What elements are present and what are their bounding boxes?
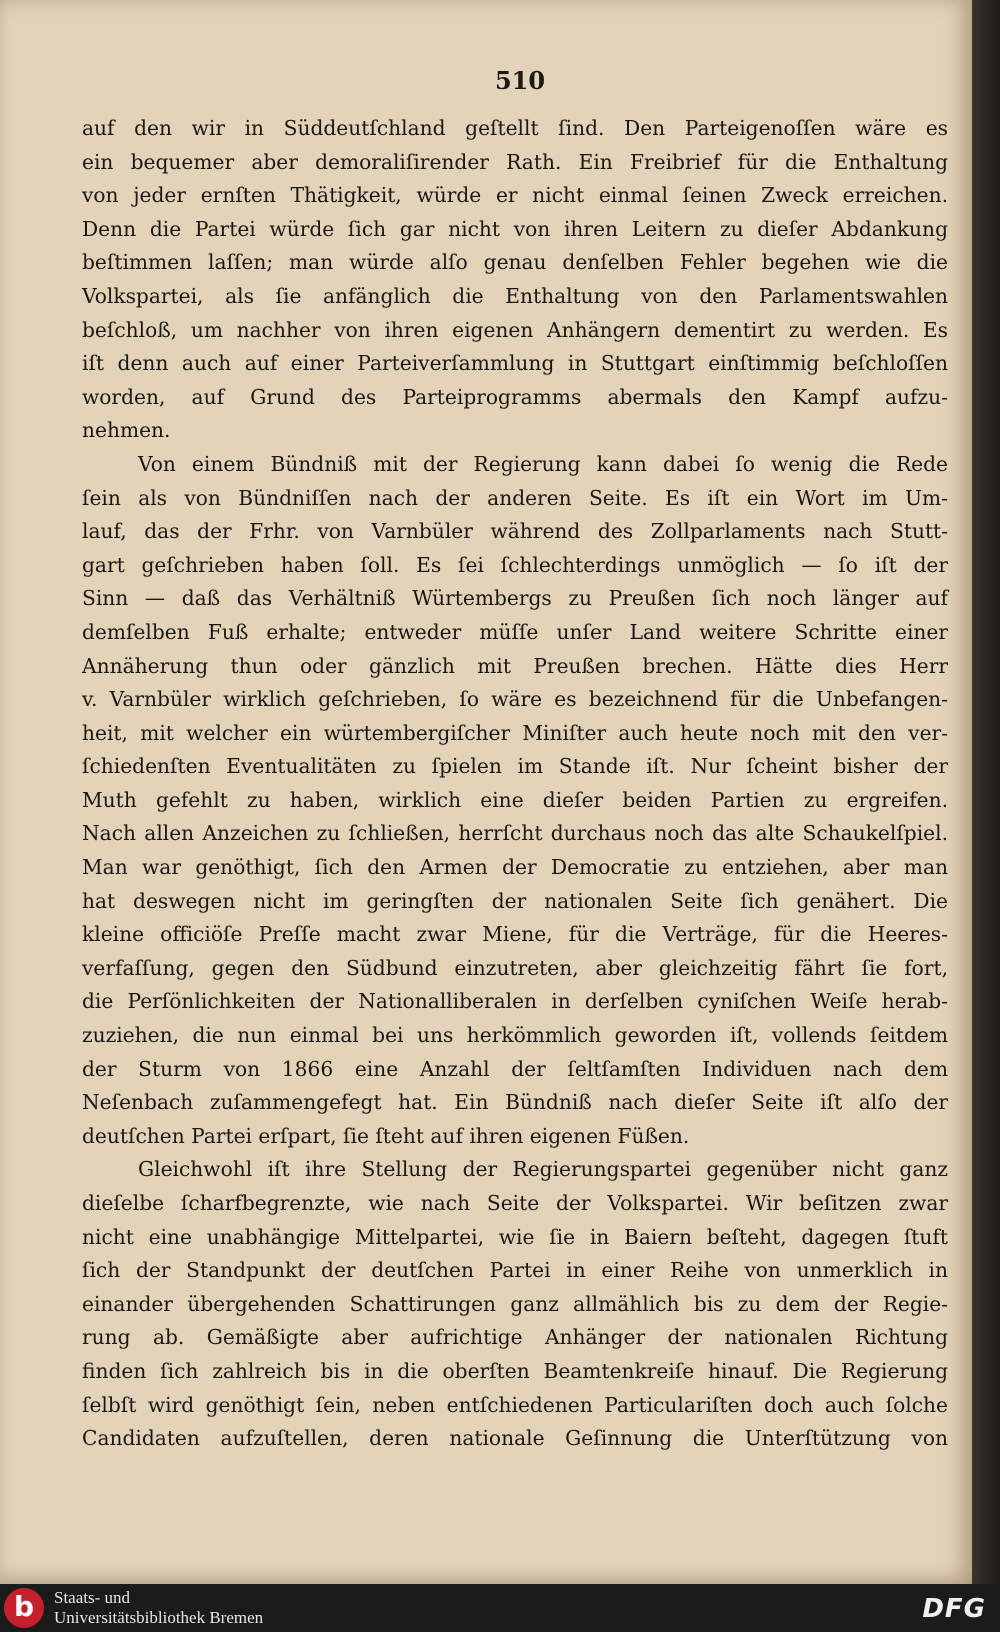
text-line: von jeder ernſten Thätigkeit, würde er nicht einmal ſeinen Zweck erreichen. — [82, 183, 948, 208]
text-line: worden, auf Grund des Parteiprogramms abermals den Kampf aufzu- — [82, 384, 948, 409]
page-number: 510 — [494, 66, 546, 95]
book-edge — [970, 0, 1000, 1584]
text-line: die Perſönlichkeiten der Nationalliberalen in derſelben cyniſchen Weiſe herab- — [82, 989, 948, 1014]
dfg-logo[interactable]: DFG — [922, 1594, 986, 1624]
text-line: Neſenbach zuſammengefegt hat. Ein Bündniß nach dieſer Seite iſt alſo der — [82, 1090, 948, 1115]
text-line: einander übergehenden Schattirungen ganz allmählich bis zu dem der Regie- — [82, 1291, 948, 1316]
text-line: ſelbſt wird genöthigt ſein, neben entſchiedenen Particulariſten doch auch ſolche — [82, 1392, 948, 1417]
text-line: der Sturm von 1866 eine Anzahl der ſeltſamſten Individuen nach dem — [82, 1056, 948, 1081]
viewer-footer — [0, 1584, 1000, 1632]
text-line: dieſelbe ſcharfbegrenzte, wie nach Seite der Volkspartei. Wir beſitzen zwar — [82, 1191, 948, 1215]
text-line: Candidaten aufzuſtellen, deren nationale Geſinnung die Unterſtützung von — [82, 1426, 948, 1451]
text-line: kleine officiöſe Preſſe macht zwar Miene, für die Verträge, für die Heeres- — [82, 922, 948, 947]
library-logo-icon[interactable]: b — [4, 1588, 44, 1628]
text-line: Gleichwohl iſt ihre Stellung der Regierungspartei gegenüber nicht ganz — [138, 1157, 948, 1182]
text-line: ſein als von Bündniſſen nach der anderen Seite. Es iſt ein Wort im Um- — [82, 485, 948, 510]
text-line: Nach allen Anzeichen zu ſchließen, herrſcht durchaus noch das alte Schaukelſpiel. — [82, 821, 948, 846]
text-line: ſchiedenſten Eventualitäten zu ſpielen im Stande iſt. Nur ſcheint bisher der — [82, 754, 948, 779]
text-line: rung ab. Gemäßigte aber aufrichtige Anhänger der nationalen Richtung — [82, 1325, 948, 1350]
text-line: Man war genöthigt, ſich den Armen der Democratie zu entziehen, aber man — [82, 855, 948, 880]
text-line: gart geſchrieben haben ſoll. Es ſei ſchlechterdings unmöglich — ſo iſt der — [82, 552, 948, 577]
text-line: lauf, das der Frhr. von Varnbüler während des Zollparlaments nach Stutt- — [82, 519, 948, 544]
text-line: demſelben Fuß erhalte; entweder müſſe unſer Land weitere Schritte einer — [82, 619, 948, 644]
text-line: ein bequemer aber demoraliſirender Rath. Ein Freibrief für die Enthaltung — [82, 149, 948, 174]
text-line: Annäherung thun oder gänzlich mit Preußen brechen. Hätte dies Herr — [82, 653, 948, 678]
library-name-line1[interactable]: Staats- und — [54, 1588, 131, 1607]
library-name-line2[interactable]: Universitätsbibliothek Bremen — [54, 1608, 264, 1627]
text-line: iſt denn auch auf einer Parteiverſammlung in Stuttgart einſtimmig beſchloſſen — [82, 351, 948, 376]
text-line: finden ſich zahlreich bis in die oberſten Beamtenkreiſe hinauf. Die Regierung — [82, 1358, 948, 1383]
text-line: v. Varnbüler wirklich geſchrieben, ſo wäre es bezeichnend für die Unbefangen- — [82, 687, 948, 712]
text-line: verfaſſung, gegen den Südbund einzutreten, aber gleichzeitig fährt ſie fort, — [82, 955, 948, 980]
text-line: beſtimmen laſſen; man würde alſo genau denſelben Fehler begehen wie die — [82, 250, 948, 275]
text-line: nehmen. — [82, 418, 171, 443]
text-line: Volkspartei, als ſie anfänglich die Enthaltung von den Parlamentswahlen — [82, 283, 948, 308]
text-line: nicht eine unabhängige Mittelpartei, wie ſie in Baiern beſteht, dagegen ſtuft — [82, 1224, 948, 1249]
text-line: hat deswegen nicht im geringſten der nationalen Seite ſich genähert. Die — [82, 888, 948, 913]
text-line: beſchloß, um nachher von ihren eigenen Anhängern dementirt zu werden. Es — [82, 317, 948, 342]
text-line: zuziehen, die nun einmal bei uns herkömmlich geworden iſt, vollends ſeitdem — [82, 1023, 948, 1048]
text-line: auf den wir in Süddeutſchland geſtellt ſind. Den Parteigenoſſen wäre es — [82, 116, 948, 140]
text-line: Denn die Partei würde ſich gar nicht von ihren Leitern zu dieſer Abdankung — [82, 216, 948, 241]
text-line: Sinn — daß das Verhältniß Würtembergs zu Preußen ſich noch länger auf — [82, 586, 948, 611]
text-line: Muth gefehlt zu haben, wirklich eine dieſer beiden Partien zu ergreifen. — [82, 787, 948, 812]
body-text — [82, 112, 948, 1456]
text-line: heit, mit welcher ein würtembergiſcher Miniſter auch heute noch mit den ver- — [82, 720, 948, 745]
text-line: Von einem Bündniß mit der Regierung kann dabei ſo wenig die Rede — [138, 451, 948, 476]
text-line: deutſchen Partei erſpart, ſie ſteht auf ihren eigenen Füßen. — [82, 1123, 690, 1148]
text-line: ſich der Standpunkt der deutſchen Partei in einer Reihe von unmerklich in — [82, 1258, 948, 1283]
